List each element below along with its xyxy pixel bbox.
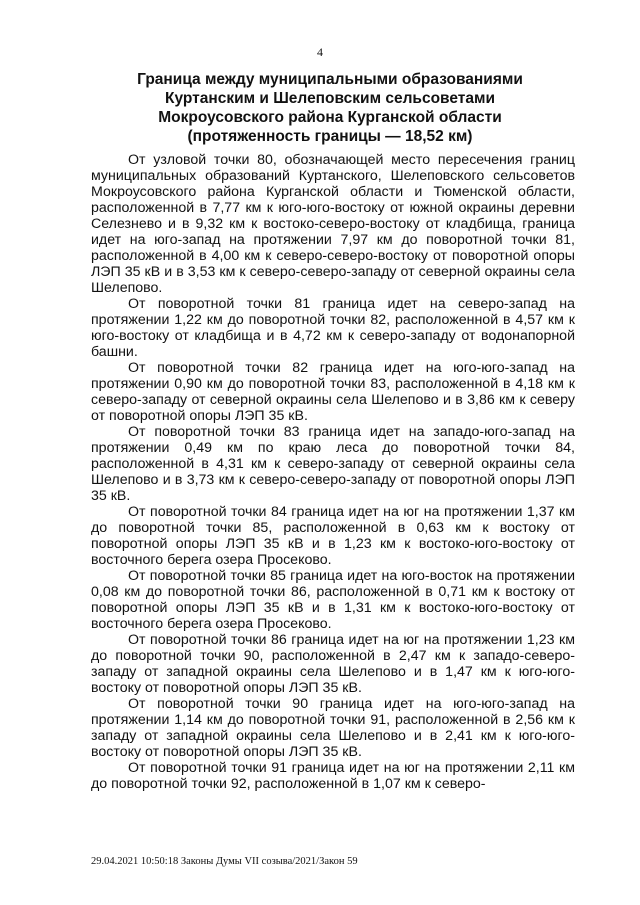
document-footer: 29.04.2021 10:50:18 Законы Думы VII созыва/2021/Закон 59 — [91, 856, 358, 867]
heading-line: Граница между муниципальными образованиями — [137, 71, 523, 88]
paragraph: От поворотной точки 91 граница идет на юг на протяжении 2,11 км до поворотной точки 92, расположенной в 1,07 км к северо- — [91, 760, 575, 792]
paragraph: От поворотной точки 86 граница идет на юг на протяжении 1,23 км до поворотной точки 90, расположенной в 2,47 км к западо-северо-западу от западной окраины села Шелепово и в 1,47 км к юго-юго-востоку от поворотной опоры ЛЭП 35 кВ. — [91, 632, 575, 696]
paragraph: От поворотной точки 82 граница идет на юго-юго-запад на протяжении 0,90 км до поворотной точки 83, расположенной в 4,18 км к северо-западу от северной окраины села Шелепово и в 3,86 км к северу от поворотной опоры ЛЭП 35 кВ. — [91, 360, 575, 424]
document-heading — [80, 70, 580, 146]
heading-line: Куртанским и Шелеповским сельсоветами — [165, 90, 495, 107]
paragraph: От поворотной точки 83 граница идет на западо-юго-запад на протяжении 0,49 км по краю леса до поворотной точки 84, расположенной в 4,31 км к северо-западу от северной окраины села Шелепово и в 3,73 км к северо-северо-западу от поворотной опоры ЛЭП 35 кВ. — [91, 424, 575, 504]
heading-line: (протяженность границы — 18,52 км) — [187, 128, 473, 145]
paragraph: От узловой точки 80, обозначающей место пересечения границ муниципальных образований Куртанского, Шелеповского сельсоветов Мокроусовского района Курганской области и Тюменской области, расположенной в 7,77 км к юго-юго-востоку от южной окраины деревни Селезнево и в 9,32 км к востоко-северо-востоку от кладбища, граница идет на юго-запад на протяжении 7,97 км до поворотной точки 81, расположенной в 4,00 км к северо-северо-востоку от поворотной опоры ЛЭП 35 кВ и в 3,53 км к северо-северо-западу от северной окраины села Шелепово. — [91, 152, 575, 296]
paragraph: От поворотной точки 90 граница идет на юго-юго-запад на протяжении 1,14 км до поворотной точки 91, расположенной в 2,56 км к западу от западной окраины села Шелепово и в 2,41 км к юго-юго-востоку от поворотной опоры ЛЭП 35 кВ. — [91, 696, 575, 760]
heading-line: Мокроусовского района Курганской области — [158, 109, 502, 126]
document-body — [91, 152, 575, 792]
paragraph: От поворотной точки 85 граница идет на юго-восток на протяжении 0,08 км до поворотной точки 86, расположенной в 0,71 км к востоку от поворотной опоры ЛЭП 35 кВ и в 1,31 км к востоко-юго-востоку от восточного берега озера Просеково. — [91, 568, 575, 632]
paragraph: От поворотной точки 81 граница идет на северо-запад на протяжении 1,22 км до поворотной точки 82, расположенной в 4,57 км к юго-востоку от кладбища и в 4,72 км к северо-западу от водонапорной башни. — [91, 296, 575, 360]
paragraph: От поворотной точки 84 граница идет на юг на протяжении 1,37 км до поворотной точки 85, расположенной в 0,63 км к востоку от поворотной опоры ЛЭП 35 кВ и в 1,23 км к востоко-юго-востоку от восточного берега озера Просеково. — [91, 504, 575, 568]
page-number: 4 — [317, 45, 323, 59]
